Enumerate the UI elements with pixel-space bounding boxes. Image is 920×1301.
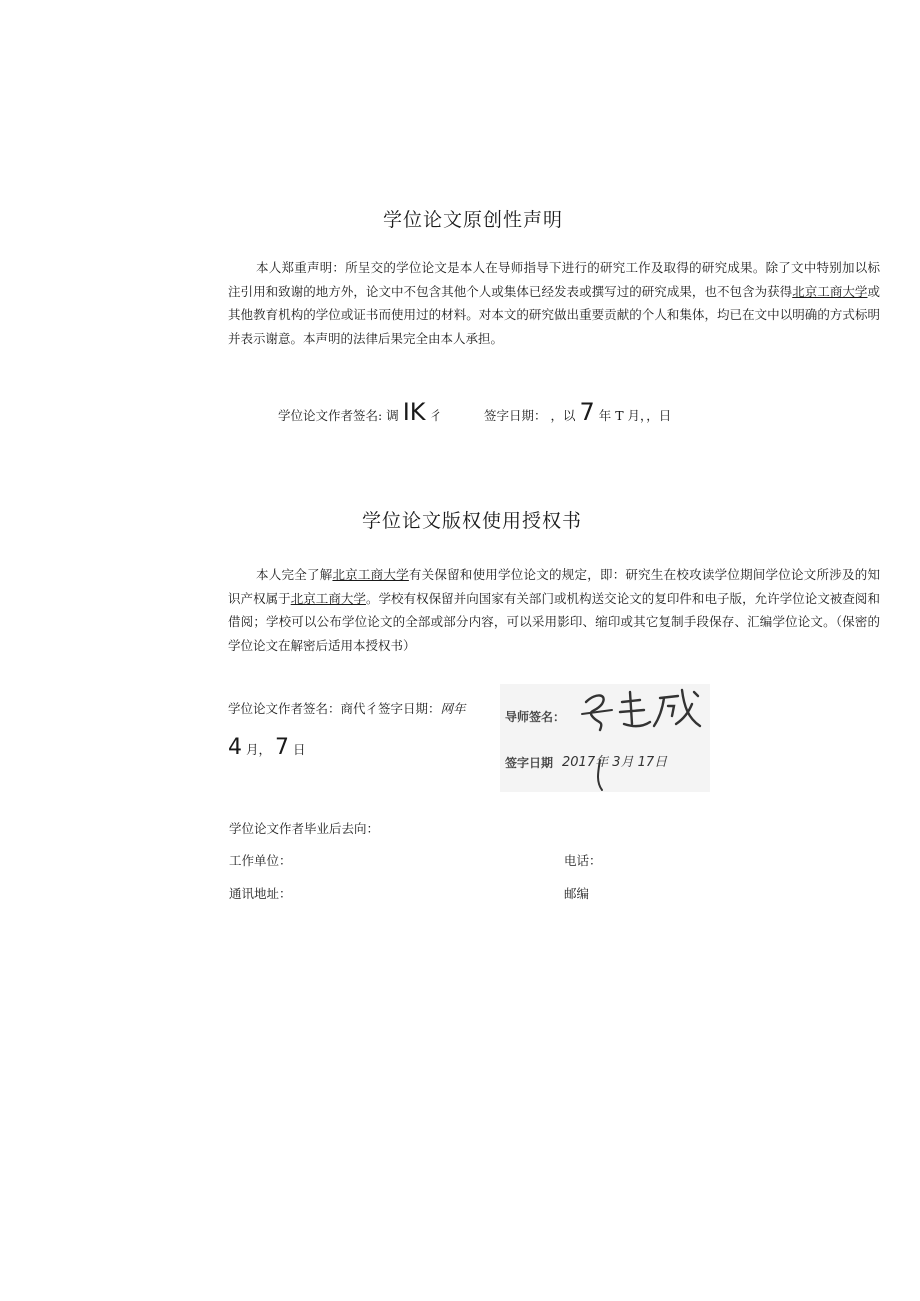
day-label: 日: [292, 742, 306, 757]
address-label: 通讯地址：: [229, 886, 292, 901]
signature-date-label: 签字日期：: [484, 408, 547, 423]
copyright-paragraph: [228, 563, 880, 657]
signature-stroke-icon: [592, 758, 608, 792]
copyright-text-1: 本人完全了解: [256, 567, 333, 582]
declaration-title: 学位论文原创性声明: [383, 209, 564, 231]
advisor-signature-stamp: [500, 684, 710, 792]
copyright-author-signature-line: [228, 699, 466, 717]
declaration-text-2: 或其他教育机构的学位或证书而使用过的材料。对本文的研究做出重要贡献的个人和集体，均已在文中以明确的方式标明并表示谢意。本声明的法律后果完全由本人承担。: [228, 283, 880, 346]
declaration-signature-line: [278, 398, 671, 426]
advisor-signature-label: 导师签名：: [505, 710, 566, 724]
phone-label: 电话：: [564, 853, 602, 868]
postcode-label: 邮编: [564, 886, 590, 901]
destination-heading: 学位论文作者毕业后去向：: [229, 821, 380, 836]
author-signature: 商代彳: [340, 701, 379, 716]
signature-date-label: 签字日期：: [378, 701, 441, 716]
copyright-title: 学位论文版权使用授权书: [362, 510, 583, 532]
declaration-paragraph: [228, 256, 880, 350]
signature-date-year: 网年: [440, 701, 466, 716]
declaration-text-1: 本人郑重声明：所呈交的学位论文是本人在导师指导下进行的研究工作及取得的研究成果。除了文中特别加以标注引用和致谢的地方外，论文中不包含其他个人或集体已经发表或撰写过的研究成果，也不包含为获得: [228, 260, 880, 299]
advisor-signature-handwriting: [578, 684, 708, 734]
author-signature: 调 IK 彳: [386, 398, 443, 426]
advisor-date-value: 2017年 3月 17日: [562, 755, 668, 770]
employer-label: 工作单位：: [229, 853, 292, 868]
university-name: 北京工商大学: [792, 283, 868, 299]
copyright-text-3: 。学校有权保留并向国家有关部门或机构送交论文的复印件和电子版，允许学位论文被查阅和借阅；学校可以公布学位论文的全部或部分内容，可以采用影印、缩印或其它复制手段保存、汇编学位论文。（保密的学位论文在解密后适用本授权书）: [228, 590, 880, 653]
author-signature-label: 学位论文作者签名：: [228, 701, 341, 716]
signature-date: ，以 7 年 T 月，，日: [550, 398, 672, 426]
author-signature-label: 学位论文作者签名:: [278, 408, 383, 423]
date-day: 7: [274, 735, 289, 760]
date-month: 4: [228, 735, 242, 760]
university-name: 北京工商大学: [290, 590, 366, 606]
advisor-date-label: 签字日期: [505, 756, 554, 770]
month-label: 月，: [245, 742, 271, 757]
copyright-date-line: [228, 735, 305, 760]
university-name: 北京工商大学: [332, 567, 409, 582]
copyright-text-2: 有关保留和使用学位论文的规定，即：研究生在校攻读学位期间学位论文所涉及的知识产权属于: [228, 567, 880, 606]
